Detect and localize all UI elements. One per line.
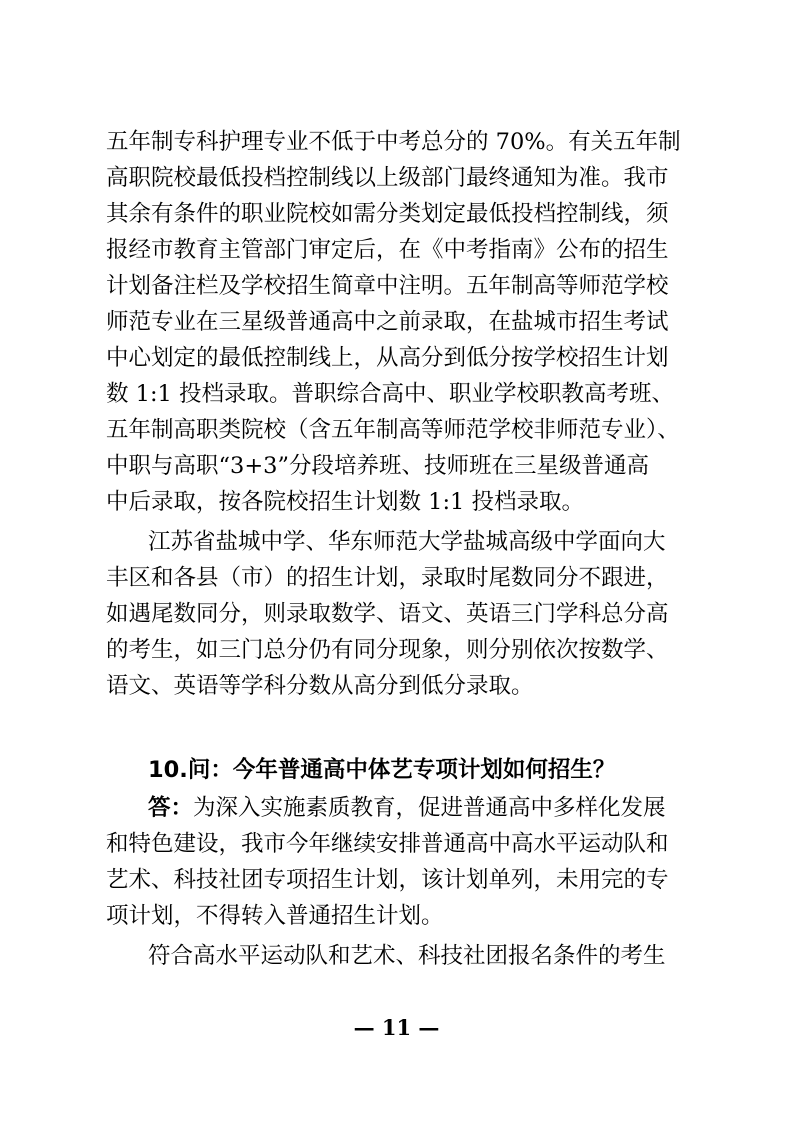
paragraph-line: 报经市教育主管部门审定后，在《中考指南》公布的招生	[106, 237, 669, 263]
answer-first-line	[148, 790, 708, 826]
paragraph-line: 中后录取，按各院校招生计划数 1:1 投档录取。	[106, 489, 585, 515]
paragraph-line: 语文、英语等学科分数从高分到低分录取。	[106, 673, 534, 699]
answer-label: 答：	[148, 795, 194, 821]
paragraph-line: 其余有条件的职业院校如需分类划定最低投档控制线，须	[106, 201, 669, 227]
answer-text: 为深入实施素质教育，促进普通高中多样化发展	[193, 795, 666, 821]
paragraph-line: 计划备注栏及学校招生简章中注明。五年制高等师范学校	[106, 273, 669, 299]
paragraph-line: 数 1:1 投档录取。普职综合高中、职业学校职教高考班、	[106, 381, 675, 407]
paragraph-line: 五年制专科护理专业不低于中考总分的 70%。有关五年制	[106, 129, 681, 155]
paragraph-line: 和特色建设，我市今年继续安排普通高中高水平运动队和	[106, 831, 669, 857]
page-number: — 11 —	[353, 1015, 440, 1040]
paragraph-line: 五年制高职类院校（含五年制高等师范学校非师范专业）、	[106, 417, 680, 443]
question-heading: 10.问：今年普通高中体艺专项计划如何招生？	[148, 757, 616, 783]
paragraph-line: 高职院校最低投档控制线以上级部门最终通知为准。我市	[106, 165, 669, 191]
paragraph-line: 中职与高职“3+3”分段培养班、技师班在三星级普通高	[106, 453, 649, 479]
paragraph-line: 中心划定的最低控制线上，从高分到低分按学校招生计划	[106, 345, 669, 371]
paragraph-line: 符合高水平运动队和艺术、科技社团报名条件的考生	[148, 943, 666, 969]
paragraph-line: 如遇尾数同分，则录取数学、语文、英语三门学科总分高	[106, 601, 669, 627]
paragraph-line: 项计划，不得转入普通招生计划。	[106, 903, 444, 929]
paragraph-line: 师范专业在三星级普通高中之前录取，在盐城市招生考试	[106, 309, 669, 335]
paragraph-line: 艺术、科技社团专项招生计划，该计划单列，未用完的专	[106, 867, 669, 893]
paragraph-line: 的考生，如三门总分仍有同分现象，则分别依次按数学、	[106, 637, 669, 663]
paragraph-line: 江苏省盐城中学、华东师范大学盐城高级中学面向大	[148, 529, 666, 555]
paragraph-line: 丰区和各县（市）的招生计划，录取时尾数同分不跟进，	[106, 565, 669, 591]
